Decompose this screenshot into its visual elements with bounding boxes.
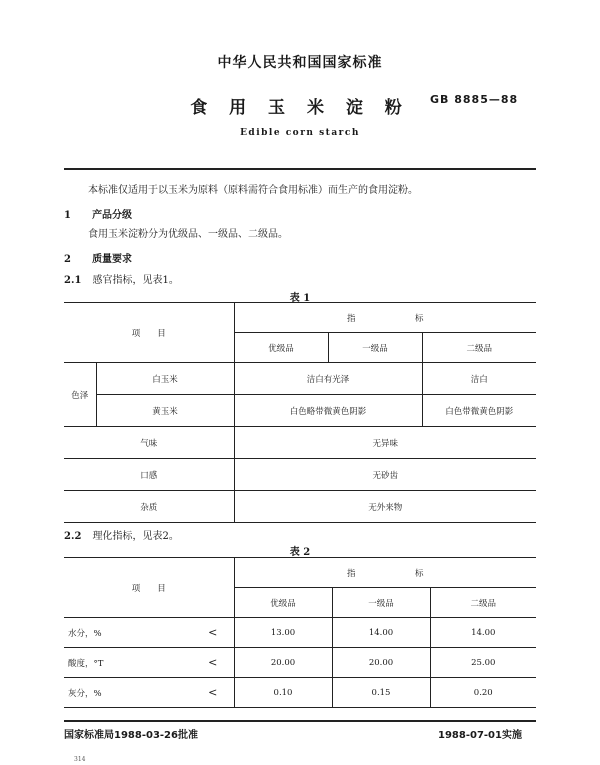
footer-divider [64,720,536,722]
grade-header-second: 二级品 [422,333,536,363]
acidity-operator: < [192,648,234,678]
moisture-premium: 13.00 [234,618,332,648]
acidity-second: 25.00 [430,648,536,678]
section-title: 感官指标，见表1。 [92,275,179,286]
implementation-date: 1988-07-01实施 [438,730,522,741]
odor-value: 无异味 [234,427,536,459]
grade-header-second: 二级品 [430,588,536,618]
table-2-index-header: 指 标 [234,558,536,588]
color-group-label: 色泽 [64,363,96,427]
table-row [64,678,536,708]
table-1-item-header: 项 目 [64,303,234,363]
table-2 [64,557,536,708]
impurity-value: 无外来物 [234,491,536,523]
table-1 [64,302,536,523]
taste-value: 无砂齿 [234,459,536,491]
acidity-label: 酸度，°T [64,648,192,678]
yellow-corn-second: 白色带微黄色阴影 [422,395,536,427]
table-2-caption: 表 2 [289,547,311,558]
section-number: 2 [64,254,71,265]
intro-paragraph: 本标准仅适用于以玉米为原料（原料需符合食用标准）而生产的食用淀粉。 [88,185,418,196]
table-row [64,618,536,648]
page-number: 314 [74,756,86,763]
moisture-first: 14.00 [332,618,430,648]
ash-operator: < [192,678,234,708]
section-2-2-heading [64,524,179,543]
ash-premium: 0.10 [234,678,332,708]
grade-header-premium: 优级品 [234,333,328,363]
section-2-1-heading [64,268,179,287]
odor-label: 气味 [64,427,234,459]
acidity-first: 20.00 [332,648,430,678]
standard-number: GB 8885—88 [430,93,519,106]
moisture-label: 水分，% [64,618,192,648]
section-title: 质量要求 [92,254,133,265]
table-1-caption: 表 1 [289,293,311,304]
yellow-corn-premium-first: 白色略带微黄色阴影 [234,395,422,427]
taste-label: 口感 [64,459,234,491]
section-1-heading [64,203,132,222]
header-divider [64,168,536,170]
grade-paragraph: 食用玉米淀粉分为优级品、一级品、二级品。 [88,229,288,240]
white-corn-second: 洁白 [422,363,536,395]
grade-header-premium: 优级品 [234,588,332,618]
section-title: 理化指标，见表2。 [92,531,179,542]
table-row [64,648,536,678]
acidity-premium: 20.00 [234,648,332,678]
section-2-heading [64,247,132,266]
section-number: 1 [64,210,71,221]
white-corn-label: 白玉米 [96,363,234,395]
ash-first: 0.15 [332,678,430,708]
section-number: 2.2 [64,531,82,542]
impurity-label: 杂质 [64,491,234,523]
section-number: 2.1 [64,275,82,286]
ash-label: 灰分，% [64,678,192,708]
moisture-second: 14.00 [430,618,536,648]
approval-date: 国家标准局1988-03-26批准 [64,730,198,741]
ash-second: 0.20 [430,678,536,708]
white-corn-premium-first: 洁白有光泽 [234,363,422,395]
table-2-item-header: 项 目 [64,558,234,618]
table-1-index-header: 指 标 [234,303,536,333]
yellow-corn-label: 黄玉米 [96,395,234,427]
section-title: 产品分级 [92,210,133,221]
grade-header-first: 一级品 [332,588,430,618]
english-title: Edible corn starch [240,128,360,138]
moisture-operator: < [192,618,234,648]
grade-header-first: 一级品 [328,333,422,363]
document-title: 食 用 玉 米 淀 粉 [190,98,410,118]
national-standard-heading: 中华人民共和国国家标准 [217,55,383,71]
